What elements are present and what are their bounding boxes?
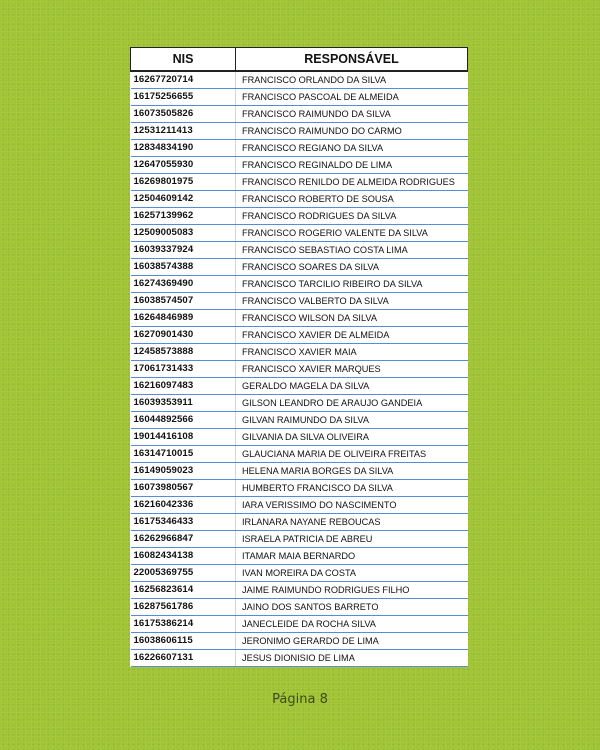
- nis-cell: 16073505826: [131, 106, 236, 123]
- nis-cell: 16038574388: [131, 259, 236, 276]
- nis-cell: 16044892566: [131, 412, 236, 429]
- nis-cell: 16216097483: [131, 378, 236, 395]
- table-row: [131, 599, 468, 616]
- responsavel-cell: JANECLEIDE DA ROCHA SILVA: [236, 616, 468, 633]
- nis-cell: 16175386214: [131, 616, 236, 633]
- nis-cell: 16269801975: [131, 174, 236, 191]
- nis-cell: 12509005083: [131, 225, 236, 242]
- responsavel-cell: HUMBERTO FRANCISCO DA SILVA: [236, 480, 468, 497]
- table-row: [131, 71, 468, 89]
- table-row: [131, 412, 468, 429]
- table-row: [131, 582, 468, 599]
- table-row: [131, 429, 468, 446]
- nis-cell: 12458573888: [131, 344, 236, 361]
- nis-cell: 16175346433: [131, 514, 236, 531]
- beneficiary-table: [130, 47, 468, 667]
- responsavel-cell: FRANCISCO ORLANDO DA SILVA: [236, 71, 468, 89]
- responsavel-cell: FRANCISCO VALBERTO DA SILVA: [236, 293, 468, 310]
- responsavel-cell: FRANCISCO TARCILIO RIBEIRO DA SILVA: [236, 276, 468, 293]
- responsavel-cell: FRANCISCO RENILDO DE ALMEIDA RODRIGUES: [236, 174, 468, 191]
- responsavel-cell: IARA VERISSIMO DO NASCIMENTO: [236, 497, 468, 514]
- responsavel-cell: GERALDO MAGELA DA SILVA: [236, 378, 468, 395]
- table-row: [131, 514, 468, 531]
- nis-cell: 16287561786: [131, 599, 236, 616]
- nis-cell: 16257139962: [131, 208, 236, 225]
- table-row: [131, 650, 468, 667]
- header-nis: NIS: [131, 48, 236, 72]
- nis-cell: 16038574507: [131, 293, 236, 310]
- responsavel-cell: FRANCISCO PASCOAL DE ALMEIDA: [236, 89, 468, 106]
- nis-cell: 16073980567: [131, 480, 236, 497]
- responsavel-cell: JAINO DOS SANTOS BARRETO: [236, 599, 468, 616]
- nis-cell: 22005369755: [131, 565, 236, 582]
- responsavel-cell: ISRAELA PATRICIA DE ABREU: [236, 531, 468, 548]
- table-row: [131, 242, 468, 259]
- table-row: [131, 140, 468, 157]
- responsavel-cell: JAIME RAIMUNDO RODRIGUES FILHO: [236, 582, 468, 599]
- responsavel-cell: GILSON LEANDRO DE ARAUJO GANDEIA: [236, 395, 468, 412]
- nis-cell: 16264846989: [131, 310, 236, 327]
- nis-cell: 16314710015: [131, 446, 236, 463]
- table-row: [131, 446, 468, 463]
- nis-cell: 16039337924: [131, 242, 236, 259]
- responsavel-cell: FRANCISCO WILSON DA SILVA: [236, 310, 468, 327]
- responsavel-cell: FRANCISCO SOARES DA SILVA: [236, 259, 468, 276]
- responsavel-cell: FRANCISCO REGINALDO DE LIMA: [236, 157, 468, 174]
- responsavel-cell: IRLANARA NAYANE REBOUCAS: [236, 514, 468, 531]
- nis-cell: 16226607131: [131, 650, 236, 667]
- table-row: [131, 531, 468, 548]
- table-row: [131, 395, 468, 412]
- responsavel-cell: FRANCISCO RAIMUNDO DA SILVA: [236, 106, 468, 123]
- table-row: [131, 225, 468, 242]
- responsavel-cell: GILVAN RAIMUNDO DA SILVA: [236, 412, 468, 429]
- table-row: [131, 633, 468, 650]
- nis-cell: 16175256655: [131, 89, 236, 106]
- table-row: [131, 106, 468, 123]
- nis-cell: 12504609142: [131, 191, 236, 208]
- nis-cell: 12647055930: [131, 157, 236, 174]
- nis-cell: 16216042336: [131, 497, 236, 514]
- nis-cell: 16082434138: [131, 548, 236, 565]
- nis-cell: 19014416108: [131, 429, 236, 446]
- table-row: [131, 548, 468, 565]
- page-number: Página 8: [272, 692, 328, 707]
- nis-cell: 17061731433: [131, 361, 236, 378]
- responsavel-cell: FRANCISCO REGIANO DA SILVA: [236, 140, 468, 157]
- responsavel-cell: FRANCISCO ROBERTO DE SOUSA: [236, 191, 468, 208]
- table-row: [131, 174, 468, 191]
- header-responsavel: RESPONSÁVEL: [236, 48, 468, 72]
- table-header-row: [131, 48, 468, 72]
- responsavel-cell: IVAN MOREIRA DA COSTA: [236, 565, 468, 582]
- table-row: [131, 616, 468, 633]
- table-body: [131, 71, 468, 667]
- responsavel-cell: FRANCISCO ROGERIO VALENTE DA SILVA: [236, 225, 468, 242]
- responsavel-cell: JERONIMO GERARDO DE LIMA: [236, 633, 468, 650]
- table-row: [131, 361, 468, 378]
- responsavel-cell: FRANCISCO RODRIGUES DA SILVA: [236, 208, 468, 225]
- responsavel-cell: HELENA MARIA BORGES DA SILVA: [236, 463, 468, 480]
- beneficiary-table-sheet: [130, 47, 468, 667]
- table-row: [131, 259, 468, 276]
- table-row: [131, 344, 468, 361]
- responsavel-cell: FRANCISCO SEBASTIAO COSTA LIMA: [236, 242, 468, 259]
- table-row: [131, 208, 468, 225]
- table-row: [131, 480, 468, 497]
- nis-cell: 16038606115: [131, 633, 236, 650]
- table-row: [131, 565, 468, 582]
- nis-cell: 16149059023: [131, 463, 236, 480]
- nis-cell: 16262966847: [131, 531, 236, 548]
- table-row: [131, 310, 468, 327]
- nis-cell: 16274369490: [131, 276, 236, 293]
- table-row: [131, 123, 468, 140]
- table-row: [131, 327, 468, 344]
- nis-cell: 12834834190: [131, 140, 236, 157]
- responsavel-cell: FRANCISCO XAVIER MAIA: [236, 344, 468, 361]
- nis-cell: 16267720714: [131, 71, 236, 89]
- responsavel-cell: GLAUCIANA MARIA DE OLIVEIRA FREITAS: [236, 446, 468, 463]
- table-row: [131, 191, 468, 208]
- table-row: [131, 378, 468, 395]
- responsavel-cell: FRANCISCO XAVIER MARQUES: [236, 361, 468, 378]
- responsavel-cell: JESUS DIONISIO DE LIMA: [236, 650, 468, 667]
- responsavel-cell: FRANCISCO RAIMUNDO DO CARMO: [236, 123, 468, 140]
- table-row: [131, 463, 468, 480]
- table-row: [131, 157, 468, 174]
- responsavel-cell: GILVANIA DA SILVA OLIVEIRA: [236, 429, 468, 446]
- nis-cell: 16039353911: [131, 395, 236, 412]
- table-row: [131, 293, 468, 310]
- table-row: [131, 89, 468, 106]
- nis-cell: 12531211413: [131, 123, 236, 140]
- table-row: [131, 276, 468, 293]
- responsavel-cell: ITAMAR MAIA BERNARDO: [236, 548, 468, 565]
- responsavel-cell: FRANCISCO XAVIER DE ALMEIDA: [236, 327, 468, 344]
- table-row: [131, 497, 468, 514]
- nis-cell: 16270901430: [131, 327, 236, 344]
- nis-cell: 16256823614: [131, 582, 236, 599]
